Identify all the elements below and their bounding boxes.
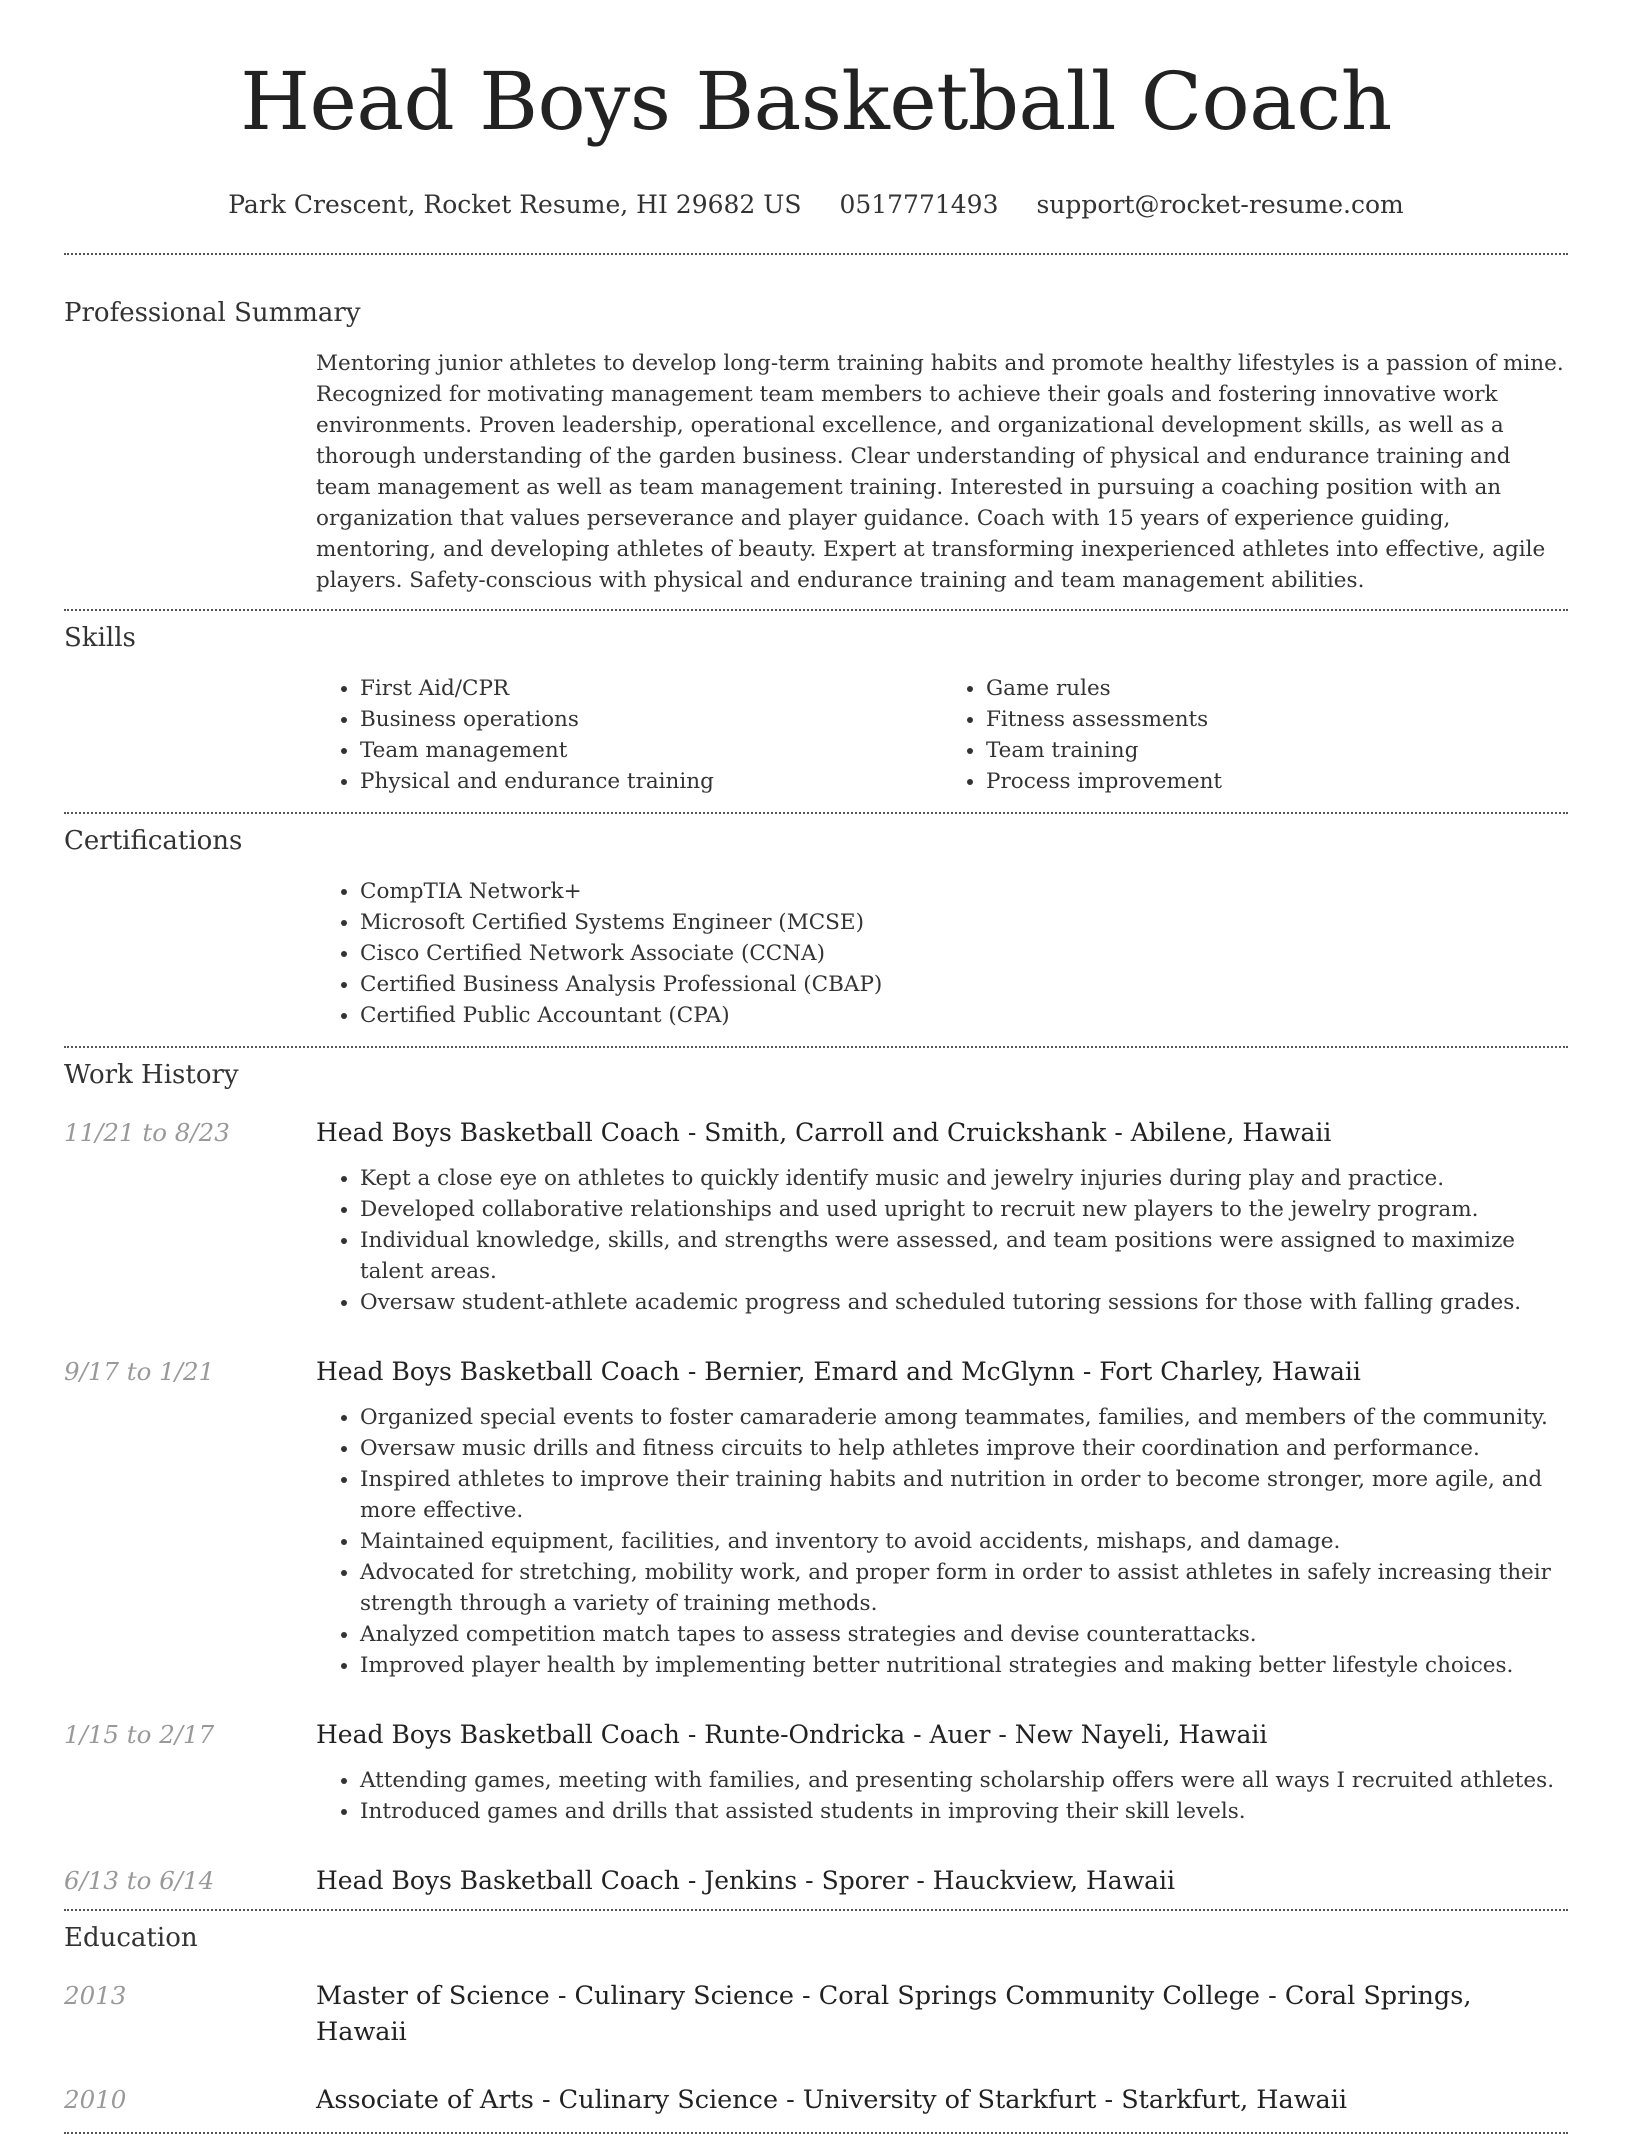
skill-item: • Physical and endurance training: [360, 766, 942, 797]
skill-item: • Business operations: [360, 704, 942, 735]
job-bullet: • Inspired athletes to improve their training habits and nutrition in order to become stronger, more agile, and more effective.: [360, 1464, 1568, 1526]
job-title: Head Boys Basketball Coach - Jenkins - Sporer - Hauckview, Hawaii: [316, 1866, 1175, 1895]
education-entry: [64, 1978, 1568, 2050]
work-section: [64, 1048, 1568, 1909]
section-title-skills: Skills: [64, 623, 136, 653]
job-title: Head Boys Basketball Coach - Bernier, Emard and McGlynn - Fort Charley, Hawaii: [316, 1357, 1361, 1386]
skills-column-right: [942, 673, 1568, 797]
job-bullet: • Improved player health by implementing better nutritional strategies and making better lifestyle choices.: [360, 1650, 1568, 1681]
skill-item: • First Aid/CPR: [360, 673, 942, 704]
job-dates: 1/15 to 2/17: [64, 1720, 215, 1749]
summary-section: [64, 255, 1568, 609]
contact-email: support@rocket-resume.com: [1036, 190, 1404, 219]
certification-item: • Certified Public Accountant (CPA): [360, 1000, 1568, 1031]
skill-item: • Team management: [360, 735, 942, 766]
education-entry: [64, 2082, 1568, 2132]
education-section: [64, 1911, 1568, 2132]
job-entry: [64, 1354, 1568, 1681]
job-bullet: • Oversaw student-athlete academic progress and scheduled tutoring sessions for those with falling grades.: [360, 1287, 1568, 1318]
contact-address: Park Crescent, Rocket Resume, HI 29682 US: [228, 190, 802, 219]
job-bullet: • Advocated for stretching, mobility work, and proper form in order to assist athletes in safely increasing their strength through a variety of training methods.: [360, 1557, 1568, 1619]
job-dates: 9/17 to 1/21: [64, 1357, 215, 1386]
job-bullet: • Introduced games and drills that assisted students in improving their skill levels.: [360, 1796, 1568, 1827]
contact-phone: 0517771493: [839, 190, 999, 219]
job-bullet: • Oversaw music drills and fitness circuits to help athletes improve their coordination and performance.: [360, 1433, 1568, 1464]
skills-list: [316, 673, 1568, 812]
job-bullet: • Developed collaborative relationships and used upright to recruit new players to the jewelry program.: [360, 1194, 1568, 1225]
job-title: Head Boys Basketball Coach - Runte-Ondricka - Auer - New Nayeli, Hawaii: [316, 1720, 1268, 1749]
job-bullet: • Maintained equipment, facilities, and inventory to avoid accidents, mishaps, and damage.: [360, 1526, 1568, 1557]
job-entry: [64, 1115, 1568, 1318]
job-bullet: • Kept a close eye on athletes to quickly identify music and jewelry injuries during play and practice.: [360, 1163, 1568, 1194]
job-bullets: [316, 1163, 1568, 1318]
skill-item: • Team training: [986, 735, 1568, 766]
section-title-certifications: Certifications: [64, 826, 243, 856]
certification-item: • Certified Business Analysis Professional (CBAP): [360, 969, 1568, 1000]
certification-item: • Cisco Certified Network Associate (CCNA): [360, 938, 1568, 969]
job-bullets: [316, 1765, 1568, 1827]
job-dates: 11/21 to 8/23: [64, 1118, 230, 1147]
job-entry: [64, 1717, 1568, 1827]
job-bullet: • Attending games, meeting with families, and presenting scholarship offers were all ways I recruited athletes.: [360, 1765, 1568, 1796]
education-degree: Master of Science - Culinary Science - Coral Springs Community College - Coral Springs, Hawaii: [316, 1981, 1472, 2047]
contact-line: [64, 188, 1568, 222]
job-bullets: [316, 1402, 1568, 1681]
education-year: 2010: [64, 2085, 127, 2114]
job-bullet: • Analyzed competition match tapes to assess strategies and devise counterattacks.: [360, 1619, 1568, 1650]
job-title: Head Boys Basketball Coach - Smith, Carroll and Cruickshank - Abilene, Hawaii: [316, 1118, 1332, 1147]
job-bullet: • Individual knowledge, skills, and strengths were assessed, and team positions were assigned to maximize talent areas.: [360, 1225, 1568, 1287]
certification-item: • Microsoft Certified Systems Engineer (MCSE): [360, 907, 1568, 938]
skills-section: [64, 611, 1568, 812]
education-year: 2013: [64, 1981, 127, 2010]
job-dates: 6/13 to 6/14: [64, 1866, 215, 1895]
skill-item: • Game rules: [986, 673, 1568, 704]
certifications-section: [64, 814, 1568, 1046]
section-title-work: Work History: [64, 1060, 239, 1090]
certifications-list: [316, 876, 1568, 1046]
skill-item: • Process improvement: [986, 766, 1568, 797]
job-bullet: • Organized special events to foster camaraderie among teammates, families, and members of the community.: [360, 1402, 1568, 1433]
certification-item: • CompTIA Network+: [360, 876, 1568, 907]
section-title-education: Education: [64, 1923, 198, 1953]
skill-item: • Fitness assessments: [986, 704, 1568, 735]
education-degree: Associate of Arts - Culinary Science - University of Starkfurt - Starkfurt, Hawaii: [316, 2085, 1348, 2115]
section-title-summary: Professional Summary: [64, 298, 361, 328]
job-entry: [64, 1863, 1568, 1909]
resume-name: Head Boys Basketball Coach: [240, 55, 1392, 148]
skills-column-left: [316, 673, 942, 797]
summary-text: Mentoring junior athletes to develop long-term training habits and promote healthy lifestyles is a passion of mine. Recognized for motivating management team members to achieve their goals and fostering innovative work environments. Proven leadership, operational excellence, and organizational development skills, as well as a thorough understanding of the garden business. Clear understanding of physical and endurance training and team management as well as team management training. Interested in pursuing a coaching position with an organization that values perseverance and player guidance. Coach with 15 years of experience guiding, mentoring, and developing athletes of beauty. Expert at transforming inexperienced athletes into effective, agile players. Safety-conscious with physical and endurance training and team management abilities.: [316, 351, 1564, 593]
